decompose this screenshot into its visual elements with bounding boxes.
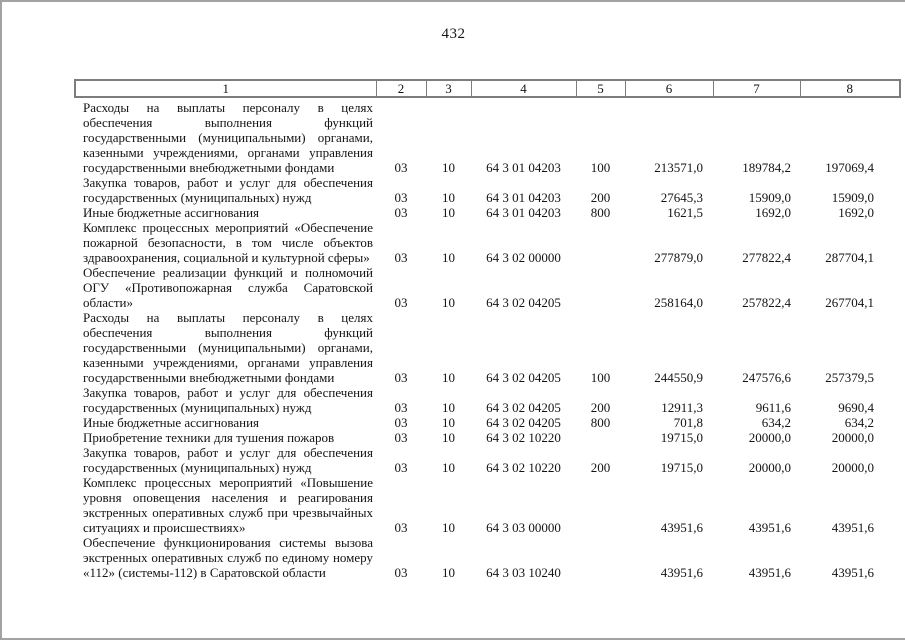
amount-year3: 43951,6 [831,520,874,535]
column-number-6: 6 [625,80,713,97]
podrazdel-code: 10 [442,205,455,220]
amount-year3: 267704,1 [825,295,874,310]
amount-year1: 277879,0 [654,250,703,265]
amount-year2: 247576,6 [742,370,791,385]
podrazdel-code: 10 [442,565,455,580]
row-label: Закупка товаров, работ и услуг для обеспечения государственных (муниципальных) нужд [83,445,373,475]
table-body [75,97,900,580]
column-number-1: 1 [75,80,376,97]
amount-year2: 15909,0 [748,190,791,205]
razdel-code: 03 [394,415,408,430]
amount-year1: 27645,3 [660,190,703,205]
column-number-4: 4 [471,80,576,97]
target-article-code: 64 3 02 04205 [486,415,561,430]
table-row [75,97,900,175]
amount-year2: 257822,4 [742,295,791,310]
amount-year1: 43951,6 [660,565,703,580]
expense-type-code: 100 [590,160,611,175]
target-article-code: 64 3 03 10240 [486,565,561,580]
target-article-code: 64 3 02 10220 [486,460,561,475]
column-number-5: 5 [576,80,625,97]
amount-year2: 43951,6 [748,565,791,580]
podrazdel-code: 10 [442,430,455,445]
amount-year1: 1621,5 [667,205,703,220]
razdel-code: 03 [394,460,408,475]
table-row [75,430,900,445]
podrazdel-code: 10 [442,160,455,175]
row-label: Иные бюджетные ассигнования [83,415,260,430]
column-number-2: 2 [376,80,426,97]
target-article-code: 64 3 02 04205 [486,295,561,310]
razdel-code: 03 [394,565,408,580]
amount-year1: 12911,3 [661,400,703,415]
target-article-code: 64 3 03 00000 [486,520,561,535]
amount-year2: 9611,6 [755,400,791,415]
amount-year2: 43951,6 [748,520,791,535]
target-article-code: 64 3 02 00000 [486,250,561,265]
amount-year1: 701,8 [673,415,703,430]
amount-year3: 9690,4 [838,400,874,415]
expense-type-code: 800 [590,205,611,220]
amount-year1: 43951,6 [660,520,703,535]
budget-table [74,79,901,580]
row-label: Закупка товаров, работ и услуг для обеспечения государственных (муниципальных) нужд [83,385,373,415]
column-number-3: 3 [426,80,471,97]
row-label: Расходы на выплаты персоналу в целях обеспечения выполнения функций государственными (муниципальными) органами, казенными учреждениями, органами управления государственными внебюджетными фондами [83,310,373,385]
razdel-code: 03 [394,205,408,220]
razdel-code: 03 [394,400,408,415]
table-row [75,310,900,385]
amount-year2: 634,2 [761,415,791,430]
column-number-8: 8 [800,80,900,97]
table-row [75,385,900,415]
amount-year2: 189784,2 [742,160,791,175]
razdel-code: 03 [394,520,408,535]
table-row [75,265,900,310]
expense-type-code: 200 [590,400,611,415]
amount-year2: 277822,4 [742,250,791,265]
expense-type-code [576,265,625,310]
table-header [75,80,900,97]
podrazdel-code: 10 [442,370,455,385]
expense-type-code [576,220,625,265]
podrazdel-code: 10 [442,400,455,415]
table-row [75,205,900,220]
table-header-row [75,80,900,97]
podrazdel-code: 10 [442,460,455,475]
podrazdel-code: 10 [442,190,455,205]
page-number: 432 [441,26,466,42]
expense-type-code [576,475,625,535]
table-row [75,475,900,535]
podrazdel-code: 10 [442,250,455,265]
target-article-code: 64 3 01 04203 [486,190,561,205]
amount-year3: 287704,1 [825,250,874,265]
amount-year2: 1692,0 [755,205,791,220]
row-label: Приобретение техники для тушения пожаров [83,430,335,445]
amount-year3: 20000,0 [831,430,874,445]
expense-type-code [576,535,625,580]
podrazdel-code: 10 [442,295,455,310]
expense-type-code [576,430,625,445]
amount-year3: 43951,6 [831,565,874,580]
expense-type-code: 200 [590,190,611,205]
row-label: Комплекс процессных мероприятий «Обеспечение пожарной безопасности, в том числе объектов здравоохранения, социальной и культурной сферы» [83,220,373,265]
target-article-code: 64 3 02 04205 [486,400,561,415]
amount-year1: 213571,0 [654,160,703,175]
amount-year3: 197069,4 [825,160,874,175]
amount-year3: 257379,5 [825,370,874,385]
table-row [75,535,900,580]
table-row [75,445,900,475]
expense-type-code: 100 [590,370,611,385]
row-label: Обеспечение функционирования системы вызова экстренных оперативных служб по единому номеру «112» (системы-112) в Саратовской области [83,535,373,580]
amount-year1: 19715,0 [660,430,703,445]
expense-type-code: 800 [590,415,611,430]
amount-year1: 19715,0 [660,460,703,475]
expense-type-code: 200 [590,460,611,475]
row-label: Обеспечение реализации функций и полномочий ОГУ «Противопожарная служба Саратовской области» [83,265,373,310]
amount-year2: 20000,0 [748,460,791,475]
target-article-code: 64 3 02 04205 [486,370,561,385]
razdel-code: 03 [394,295,408,310]
razdel-code: 03 [394,370,408,385]
row-label: Расходы на выплаты персоналу в целях обеспечения выполнения функций государственными (муниципальными) органами, казенными учреждениями, органами управления государственными внебюджетными фондами [83,100,373,175]
row-label: Комплекс процессных мероприятий «Повышение уровня оповещения населения и реагирования экстренных оперативных служб при чрезвычайных ситуациях и происшествиях» [83,475,373,535]
podrazdel-code: 10 [442,520,455,535]
row-label: Иные бюджетные ассигнования [83,205,260,220]
target-article-code: 64 3 02 10220 [486,430,561,445]
razdel-code: 03 [394,250,408,265]
table-row [75,415,900,430]
razdel-code: 03 [394,430,408,445]
amount-year3: 634,2 [844,415,874,430]
column-number-7: 7 [713,80,800,97]
razdel-code: 03 [394,160,408,175]
target-article-code: 64 3 01 04203 [486,205,561,220]
table-row [75,220,900,265]
amount-year3: 1692,0 [838,205,874,220]
amount-year1: 244550,9 [654,370,703,385]
table-row [75,175,900,205]
razdel-code: 03 [394,190,408,205]
amount-year3: 20000,0 [831,460,874,475]
row-label: Закупка товаров, работ и услуг для обеспечения государственных (муниципальных) нужд [83,175,373,205]
podrazdel-code: 10 [442,415,455,430]
amount-year2: 20000,0 [748,430,791,445]
amount-year1: 258164,0 [654,295,703,310]
amount-year3: 15909,0 [831,190,874,205]
target-article-code: 64 3 01 04203 [486,160,561,175]
